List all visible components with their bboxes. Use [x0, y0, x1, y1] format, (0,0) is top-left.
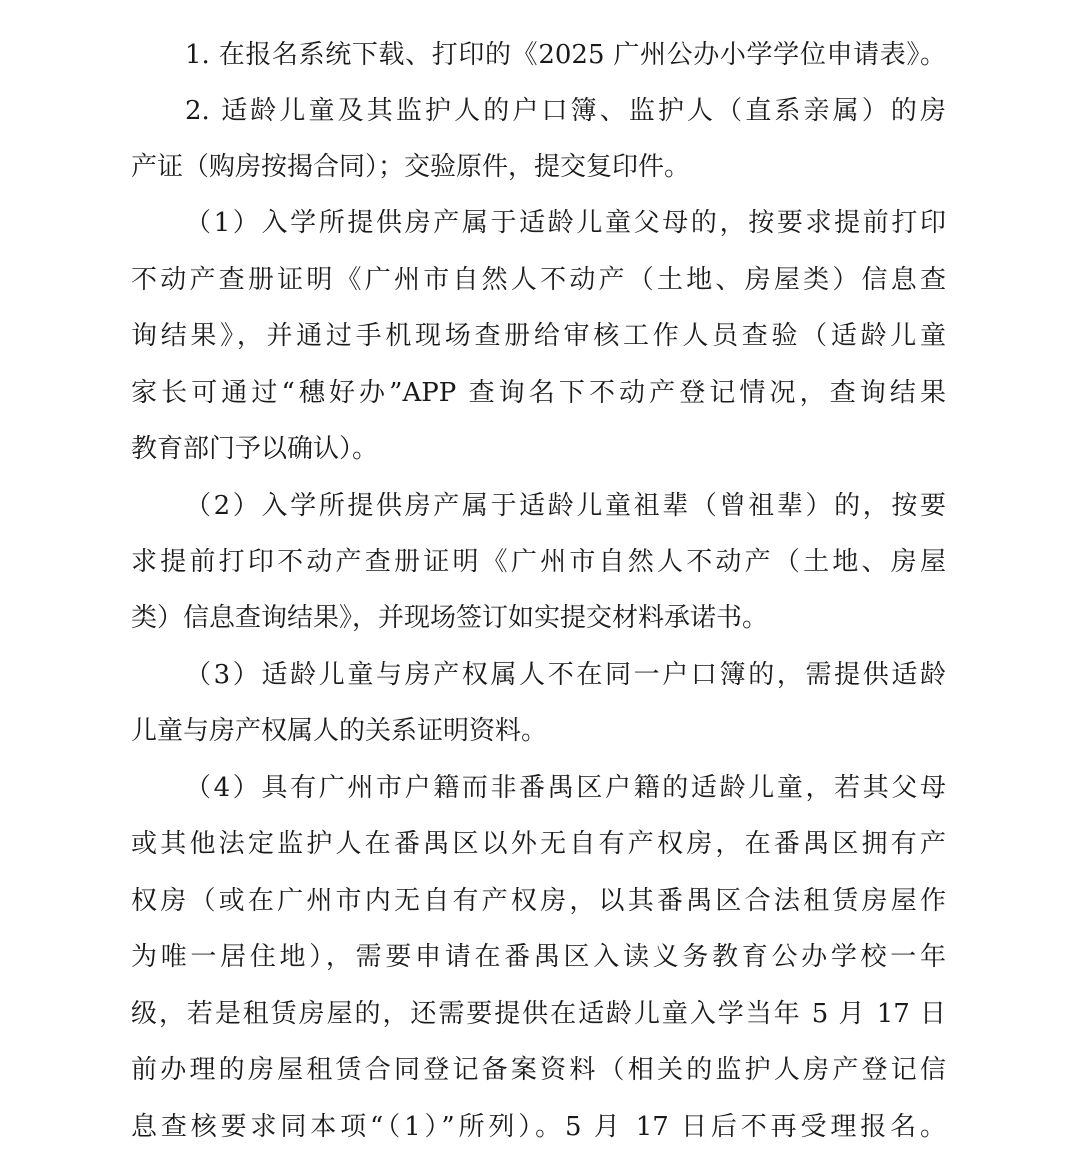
sub-item-4-line-7: 息查核要求同本项“（1）”所列）。5 月 17 日后不再受理报名。	[131, 1112, 946, 1142]
sub-item-1-line-2: 不动产查册证明《广州市自然人不动产（土地、房屋类）信息查	[131, 265, 946, 295]
sub-item-2-line-1: （2）入学所提供房产属于适龄儿童祖辈（曾祖辈）的，按要	[185, 491, 946, 521]
sub-item-4-line-2: 或其他法定监护人在番禺区以外无自有产权房，在番禺区拥有产	[131, 829, 946, 859]
sub-item-2-line-3: 类）信息查询结果》，并现场签订如实提交材料承诺书。	[131, 603, 769, 633]
sub-item-4-line-5: 级，若是租赁房屋的，还需要提供在适龄儿童入学当年 5 月 17 日	[131, 999, 946, 1029]
item-1-line-1: 1. 在报名系统下载、打印的《2025 广州公办小学学位申请表》。	[185, 40, 946, 70]
item-2-line-1: 2. 适龄儿童及其监护人的户口簿、监护人（直系亲属）的房	[185, 96, 946, 126]
sub-item-4-line-4: 为唯一居住地），需要申请在番禺区入读义务教育公办学校一年	[131, 942, 946, 972]
sub-item-1-line-1: （1）入学所提供房产属于适龄儿童父母的，按要求提前打印	[185, 208, 946, 238]
sub-item-1-line-5: 教育部门予以确认）。	[131, 434, 379, 464]
sub-item-3-line-2: 儿童与房产权属人的关系证明资料。	[131, 716, 548, 746]
item-2-line-2: 产证（购房按揭合同）；交验原件，提交复印件。	[131, 152, 691, 182]
sub-item-4-line-6: 前办理的房屋租赁合同登记备案资料（相关的监护人房产登记信	[131, 1055, 946, 1085]
sub-item-2-line-2: 求提前打印不动产查册证明《广州市自然人不动产（土地、房屋	[131, 547, 946, 577]
sub-item-1-line-3: 询结果》，并通过手机现场查册给审核工作人员查验（适龄儿童	[131, 321, 946, 351]
sub-item-3-line-1: （3）适龄儿童与房产权属人不在同一户口簿的，需提供适龄	[185, 660, 946, 690]
sub-item-4-line-1: （4）具有广州市户籍而非番禺区户籍的适龄儿童，若其父母	[185, 773, 946, 803]
sub-item-4-line-3: 权房（或在广州市内无自有产权房，以其番禺区合法租赁房屋作	[131, 886, 946, 916]
sub-item-1-line-4: 家长可通过“穗好办”APP 查询名下不动产登记情况，查询结果	[131, 378, 946, 408]
